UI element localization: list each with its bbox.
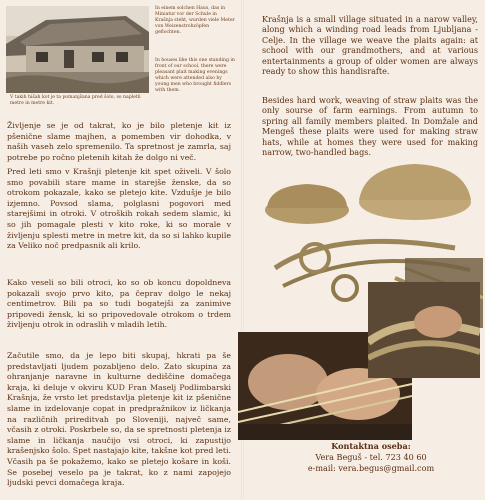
house-photo	[6, 6, 149, 93]
paragraph-1: Življenje se je od takrat, ko je bilo pletenje kit iz pšenične slame majhen, a pomemben vir dohodka, v naših vaseh zelo spremenilo. Ta spretnost je zamrla, saj potrebe po ročno pletenih kitah že dolgo ni več.	[7, 121, 231, 162]
caption-slovene: V takih hišah kot je ta pomanjšana pred šolo, so napletli metre in metre kit.	[10, 95, 141, 107]
contact-name-phone: Vera Beguš - tel. 723 40 60	[315, 452, 427, 462]
caption-german: In einem solchen Haus, das in Miniatur vor der Schule in Krašnja steht, wurden viele Meter von Weizenstrohzöpfen geflochten.	[155, 6, 235, 36]
caption-english: In houses like this one standing in front of our school, there were pleasant plait making evenings which were attended also by young men who brought fiddlers with them.	[155, 58, 235, 94]
paragraph-4: Začutile smo, da je lepo biti skupaj, hkrati pa še predstavljati ljudem pozabljeno delo. Zato skupina za ohranjanje naravne in kulturne dediščine domačega kraja, ki deluje v okviru KUD Fran Maselj Podlimbarski Krašnja, že vrsto let predstavlja pletenje kit iz pšenične slame in izdelovanje copat in predpražnikov iz ličkanja na različnih prireditvah po Sloveniji, največ same, včasih z otroki. Poskrbele so, da se spretnosti pletenja iz slame in ličkanja naučijo vsi otroci, ki zapustijo krašenjsko šolo. Spet nastajajo kite, takšne kot pred leti. Včasih pa še pokažemo, kako se pletejo košare in koši. Se posebej veselo pa je takrat, ko z nami zapojejo ljudski pevci domačega kraja.	[7, 351, 232, 488]
paragraph-3: Kako veseli so bili otroci, ko so ob koncu dopoldneva pokazali svojo prvo kito, pa čeprav dolgo le nekaj centimetrov. Bili pa so tudi bogatejši za zanimive pripovedi žensk, ki so pripovedovale otrokom o trdem življenju otrok in odraslih v mladih letih.	[7, 278, 231, 330]
contact-heading: Kontaktna oseba:	[331, 441, 411, 451]
contact-block	[270, 441, 472, 474]
paragraph-english-2: Besides hard work, weaving of straw plaits was the only sourse of farm earnings. From autumn to spring all family members plaited. In Domžale and Mengeš these plaits were used for making straw hats, while at homes they were used for making narrow, two-handled bags.	[262, 95, 478, 158]
paragraph-2: Pred leti smo v Krašnji pletenje kit spet oživeli. V šolo smo povabili stare mame in starejše ženske, da so otrokom pokazale, kako se pletejo kite. Vzdušje je bilo izjemno. Povsod slama, polglasni pogovori med starejšimi in otroki. V otroških rokah sedem slamic, ki so jih pomagale plesti v kito roke, ki so morale v življenju splesti metre in metre kit, da so si lahko kupile za Veliko noč predpasnik ali krilo.	[7, 167, 231, 251]
plait-detail-photo	[368, 282, 480, 378]
paragraph-english-1: Krašnja is a small village situated in a narow valley, along which a winding road leads from Ljubljana - Celje. In the village we weave the plaits again: at school with our grandmothers, and at various entertainments a group of older women are always ready to show this handisrafte.	[262, 14, 478, 77]
contact-email[interactable]: e-mail: vera.begus@gmail.com	[307, 463, 435, 473]
